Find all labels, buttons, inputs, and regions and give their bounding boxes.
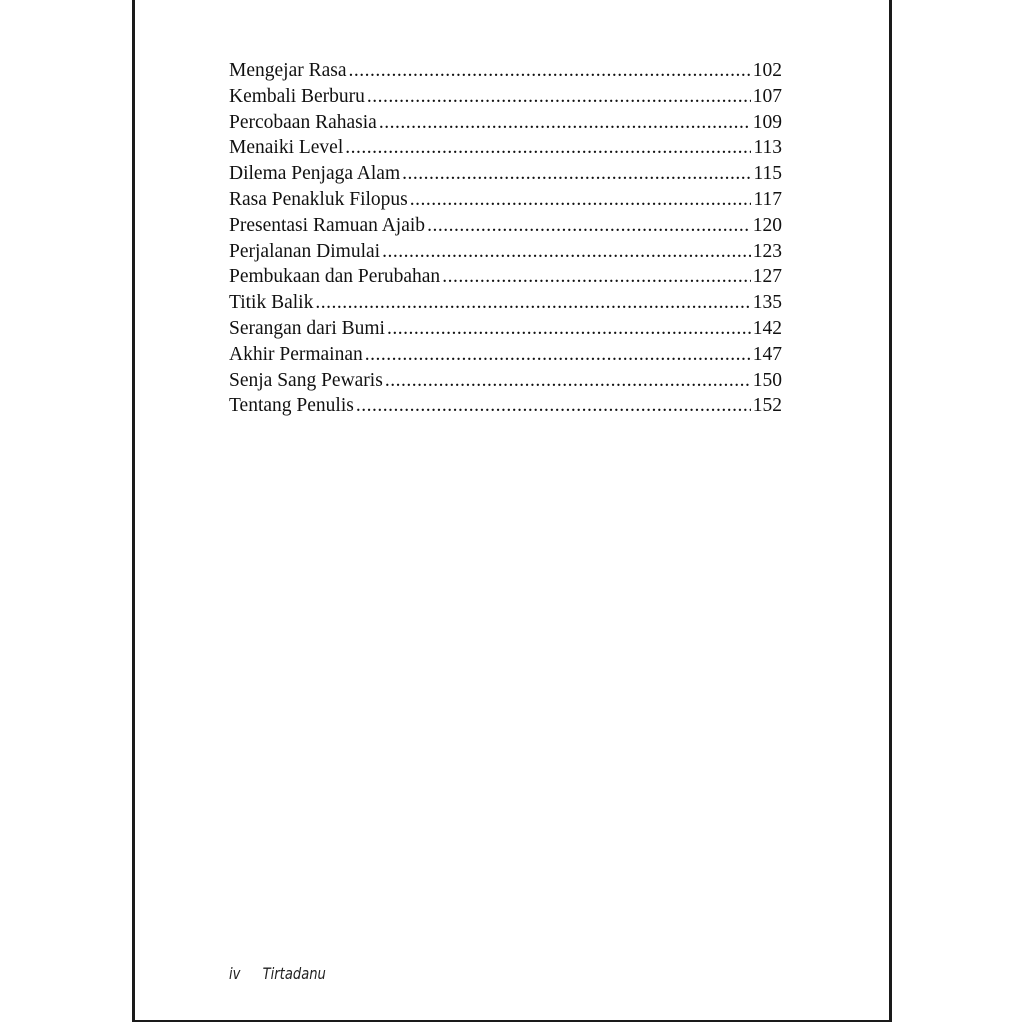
toc-entry[interactable] bbox=[229, 163, 782, 189]
toc-entry[interactable] bbox=[229, 292, 782, 318]
toc-entry-title: Kembali Berburu bbox=[229, 85, 365, 107]
toc-entry-page: 142 bbox=[752, 317, 782, 339]
running-head: Tirtadanu bbox=[262, 964, 326, 983]
dot-leader bbox=[382, 241, 751, 263]
toc-entry-title: Mengejar Rasa bbox=[229, 60, 347, 81]
dot-leader bbox=[349, 60, 751, 82]
toc-entry-title: Rasa Penakluk Filopus bbox=[229, 188, 408, 210]
dot-leader bbox=[356, 395, 751, 417]
dot-leader bbox=[427, 215, 751, 237]
document-page bbox=[132, 0, 892, 1022]
toc-entry-title: Serangan dari Bumi bbox=[229, 317, 385, 339]
toc-entry-page: 152 bbox=[752, 395, 782, 417]
toc-entry-title: Tentang Penulis bbox=[229, 395, 354, 417]
toc-entry-title: Senja Sang Pewaris bbox=[229, 369, 383, 391]
dot-leader bbox=[402, 163, 751, 185]
toc-entry-page: 135 bbox=[752, 292, 782, 314]
toc-entry-title: Akhir Permainan bbox=[229, 343, 363, 365]
toc-entry[interactable] bbox=[229, 60, 782, 86]
toc-entry-page: 150 bbox=[752, 369, 782, 391]
toc-entry-page: 113 bbox=[753, 137, 782, 159]
table-of-contents bbox=[229, 60, 782, 421]
toc-entry-title: Percobaan Rahasia bbox=[229, 111, 377, 133]
dot-leader bbox=[365, 344, 751, 366]
dot-leader bbox=[345, 137, 751, 159]
toc-entry-page: 109 bbox=[752, 111, 782, 133]
toc-entry-title: Pembukaan dan Perubahan bbox=[229, 266, 441, 288]
toc-entry[interactable] bbox=[229, 215, 782, 241]
toc-entry[interactable] bbox=[229, 370, 782, 396]
toc-entry-page: 115 bbox=[753, 163, 782, 185]
toc-entry[interactable] bbox=[229, 241, 782, 267]
toc-entry-title: Titik Balik bbox=[229, 292, 314, 314]
toc-entry-title: Presentasi Ramuan Ajaib bbox=[229, 214, 426, 236]
toc-entry-page: 120 bbox=[752, 214, 782, 236]
toc-entry[interactable] bbox=[229, 344, 782, 370]
toc-entry[interactable] bbox=[229, 112, 782, 138]
toc-entry[interactable] bbox=[229, 189, 782, 215]
toc-entry[interactable] bbox=[229, 395, 782, 421]
toc-entry-page: 107 bbox=[752, 85, 782, 107]
dot-leader bbox=[315, 292, 750, 314]
toc-entry-page: 127 bbox=[752, 266, 782, 288]
page-number: iv bbox=[229, 964, 241, 983]
dot-leader bbox=[410, 189, 752, 211]
toc-entry[interactable] bbox=[229, 318, 782, 344]
dot-leader bbox=[379, 112, 751, 134]
toc-entry-title: Dilema Penjaga Alam bbox=[229, 163, 401, 185]
toc-entry-page: 123 bbox=[752, 240, 782, 262]
page-footer bbox=[229, 964, 326, 983]
toc-entry[interactable] bbox=[229, 86, 782, 112]
toc-entry[interactable] bbox=[229, 137, 782, 163]
toc-entry-title: Perjalanan Dimulai bbox=[229, 240, 381, 262]
dot-leader bbox=[387, 318, 751, 340]
dot-leader bbox=[442, 266, 751, 288]
toc-entry-page: 117 bbox=[753, 188, 782, 210]
dot-leader bbox=[367, 86, 751, 108]
toc-entry[interactable] bbox=[229, 266, 782, 292]
toc-entry-title: Menaiki Level bbox=[229, 137, 344, 159]
dot-leader bbox=[385, 370, 751, 392]
toc-entry-page: 147 bbox=[752, 343, 782, 365]
toc-entry-page: 102 bbox=[752, 60, 782, 81]
